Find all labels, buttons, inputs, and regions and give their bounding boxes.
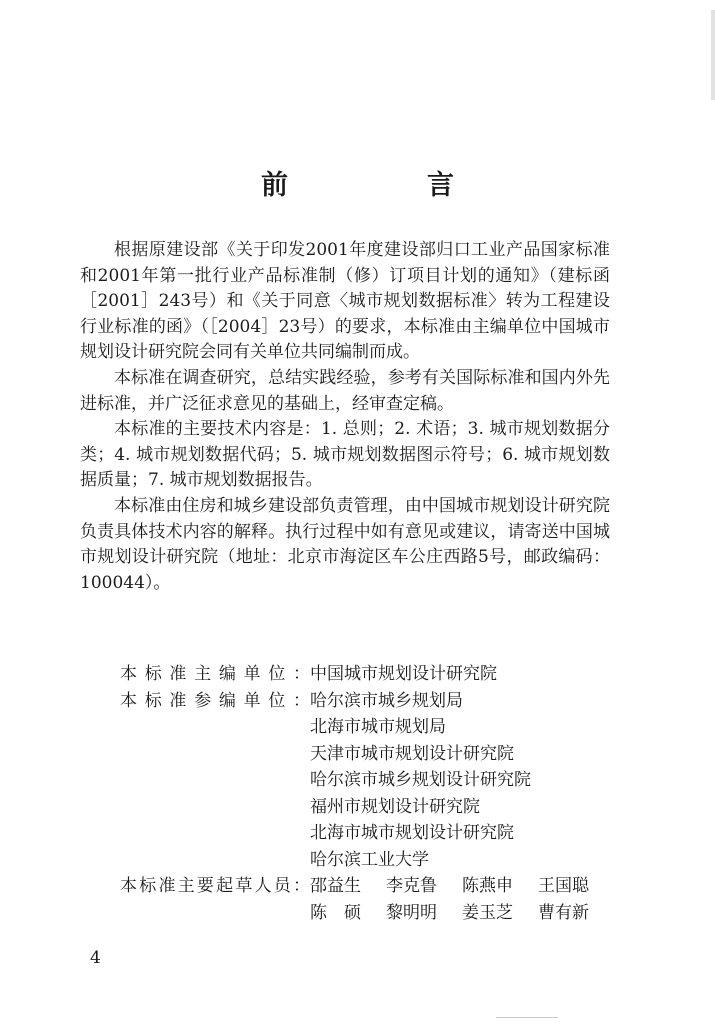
participant-units-list (310, 688, 610, 874)
page-number: 4 (90, 948, 101, 968)
drafter-name: 曹有新 (538, 902, 589, 923)
credits-block (80, 661, 610, 926)
drafters-list (310, 873, 614, 926)
drafter-name: 王国聪 (538, 876, 589, 896)
participant-unit: 北海市城市规划设计研究院 (310, 823, 514, 843)
paragraph-background: 根据原建设部《关于印发2001年度建设部归口工业产品国家标准和2001年第一批行业产品标准制（修）订项目计划的通知》（建标函［2001］243号）和《关于同意〈城市规划数据标准〉转为工程建设行业标准的函》（［2004］23号）的要求，本标准由主编单位中国城市规划设计研究院会同有关单位共同编制而成。 (80, 240, 610, 363)
participant-units-row (80, 688, 610, 874)
participant-unit: 哈尔滨市城乡规划局 (310, 690, 463, 711)
participant-unit: 哈尔滨市城乡规划设计研究院 (310, 770, 531, 790)
drafters-row (80, 873, 610, 926)
bottom-rule (496, 1017, 558, 1018)
paragraph-contents: 本标准的主要技术内容是：1. 总则；2. 术语；3. 城市规划数据分类；4. 城市规划数据代码；5. 城市规划数据图示符号；6. 城市规划数据质量；7. 城市规划数据报告。 (80, 419, 610, 491)
participant-units-label: 本标准参编单位： (120, 690, 310, 711)
page-title: 前 言 (261, 170, 510, 201)
drafter-name: 邵益生 (310, 876, 361, 896)
participant-unit: 天津市城市规划设计研究院 (310, 743, 514, 764)
participant-unit: 北海市城市规划局 (310, 717, 446, 737)
chief-unit-label: 本标准主编单位： (120, 664, 310, 684)
drafters-label: 本标准主要起草人员： (120, 876, 310, 896)
preface-body (80, 238, 610, 596)
paragraph-process: 本标准在调查研究，总结实践经验，参考有关国际标准和国内外先进标准，并广泛征求意见的基础上，经审查定稿。 (80, 367, 610, 414)
paragraph-management: 本标准由住房和城乡建设部负责管理，由中国城市规划设计研究院负责具体技术内容的解释。执行过程中如有意见或建议，请寄送中国城市规划设计研究院（地址：北京市海淀区车公庄西路5号，邮政编码：100044）。 (80, 495, 610, 593)
drafter-name: 陈燕申 (462, 876, 513, 896)
participant-unit: 福州市规划设计研究院 (310, 796, 480, 817)
drafter-name: 黎明明 (386, 902, 437, 923)
scan-edge-mark (711, 10, 715, 100)
participant-unit: 哈尔滨工业大学 (310, 849, 429, 870)
drafter-name: 姜玉芝 (462, 902, 513, 923)
drafter-name: 李克鲁 (386, 876, 437, 896)
drafter-name: 陈 硕 (310, 902, 361, 923)
chief-unit-row (80, 661, 610, 688)
chief-unit-value: 中国城市规划设计研究院 (310, 664, 497, 684)
